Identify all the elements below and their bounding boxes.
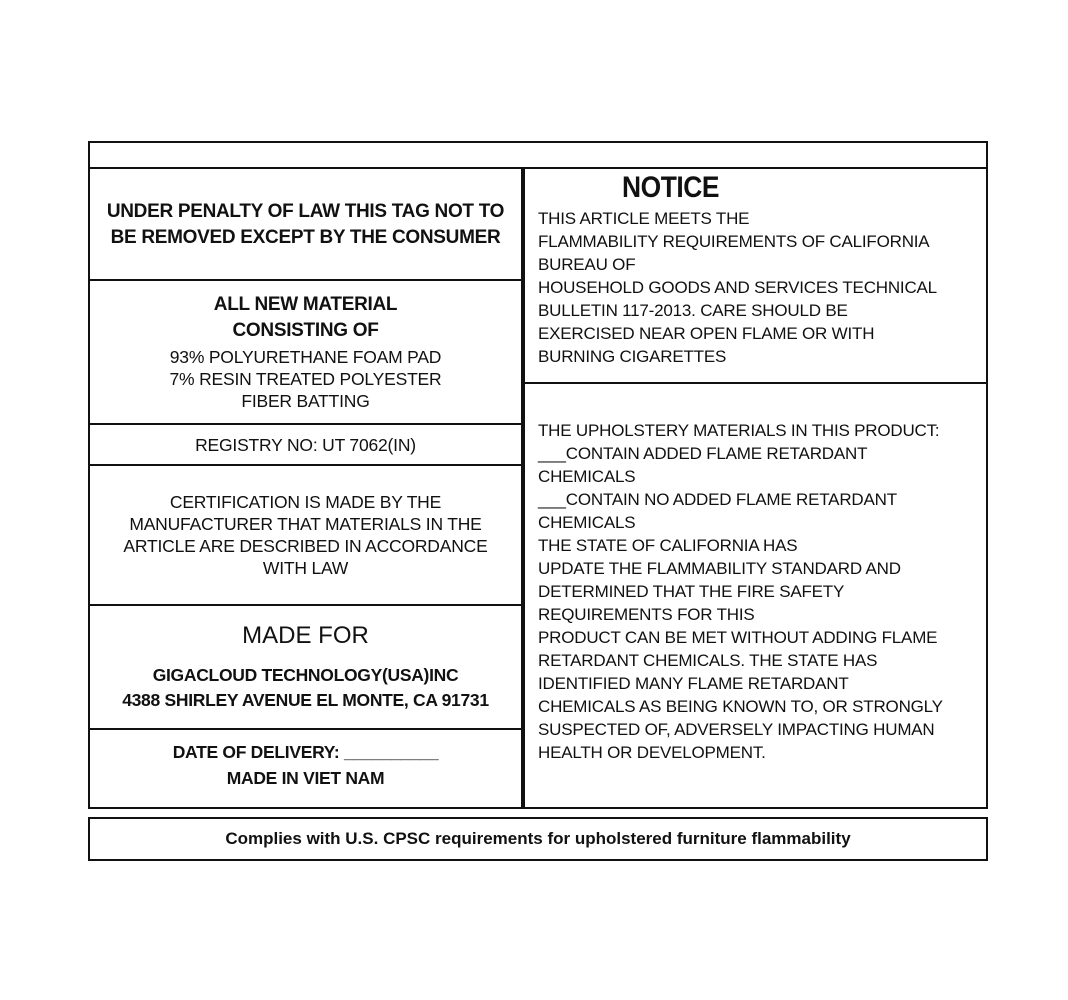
upholstery-section bbox=[538, 419, 983, 764]
notice-title-box bbox=[622, 171, 872, 207]
certification-line: ARTICLE ARE DESCRIBED IN ACCORDANCE bbox=[123, 536, 488, 556]
upholstery-line: CHEMICALS bbox=[538, 467, 636, 486]
upholstery-line: UPDATE THE FLAMMABILITY STANDARD AND bbox=[538, 559, 901, 578]
notice-title: NOTICE bbox=[622, 171, 720, 204]
upholstery-line: RETARDANT CHEMICALS. THE STATE HAS bbox=[538, 651, 878, 670]
notice-line: BULLETIN 117-2013. CARE SHOULD BE bbox=[538, 301, 848, 320]
notice-line: HOUSEHOLD GOODS AND SERVICES TECHNICAL bbox=[538, 278, 937, 297]
warning-line: UNDER PENALTY OF LAW THIS TAG NOT TO bbox=[106, 200, 505, 222]
upholstery-line: ___CONTAIN NO ADDED FLAME RETARDANT bbox=[538, 490, 897, 509]
top-strip bbox=[88, 141, 988, 169]
notice-line: BUREAU OF bbox=[538, 255, 636, 274]
company-address: 4388 SHIRLEY AVENUE EL MONTE, CA 91731 bbox=[122, 690, 489, 710]
certification-line: CERTIFICATION IS MADE BY THE bbox=[169, 492, 442, 512]
upholstery-line: SUSPECTED OF, ADVERSELY IMPACTING HUMAN bbox=[538, 720, 935, 739]
material-line: 93% POLYURETHANE FOAM PAD bbox=[169, 347, 442, 367]
material-heading-line: CONSISTING OF bbox=[232, 320, 379, 341]
date-of-delivery: DATE OF DELIVERY: __________ bbox=[172, 742, 439, 762]
warning-section bbox=[90, 170, 521, 279]
registry-section bbox=[90, 425, 521, 464]
notice-line: EXERCISED NEAR OPEN FLAME OR WITH bbox=[538, 324, 875, 343]
compliance-footer bbox=[88, 817, 988, 861]
upholstery-line: REQUIREMENTS FOR THIS bbox=[538, 605, 755, 624]
certification-line: WITH LAW bbox=[262, 558, 349, 578]
material-line: 7% RESIN TREATED POLYESTER bbox=[169, 369, 442, 389]
upholstery-line: IDENTIFIED MANY FLAME RETARDANT bbox=[538, 674, 849, 693]
column-divider bbox=[521, 168, 525, 809]
made-for-label: MADE FOR bbox=[242, 622, 369, 649]
notice-line: THIS ARTICLE MEETS THE bbox=[538, 209, 750, 228]
delivery-section bbox=[90, 730, 521, 807]
upholstery-line: THE UPHOLSTERY MATERIALS IN THIS PRODUCT: bbox=[538, 421, 940, 440]
divider-line bbox=[524, 382, 988, 384]
upholstery-line: HEALTH OR DEVELOPMENT. bbox=[538, 743, 766, 762]
upholstery-line: CHEMICALS AS BEING KNOWN TO, OR STRONGLY bbox=[538, 697, 943, 716]
upholstery-line: CHEMICALS bbox=[538, 513, 636, 532]
made-in: MADE IN VIET NAM bbox=[226, 768, 385, 788]
notice-section bbox=[538, 207, 983, 368]
compliance-text: Complies with U.S. CPSC requirements for upholstered furniture flammability bbox=[225, 829, 851, 848]
notice-line: BURNING CIGARETTES bbox=[538, 347, 727, 366]
upholstery-line: DETERMINED THAT THE FIRE SAFETY bbox=[538, 582, 845, 601]
notice-line: FLAMMABILITY REQUIREMENTS OF CALIFORNIA bbox=[538, 232, 930, 251]
upholstery-line: ___CONTAIN ADDED FLAME RETARDANT bbox=[538, 444, 868, 463]
certification-section bbox=[90, 466, 521, 604]
upholstery-line: THE STATE OF CALIFORNIA HAS bbox=[538, 536, 798, 555]
certification-line: MANUFACTURER THAT MATERIALS IN THE bbox=[129, 514, 482, 534]
material-heading-line: ALL NEW MATERIAL bbox=[213, 294, 398, 315]
company-name: GIGACLOUD TECHNOLOGY(USA)INC bbox=[152, 665, 459, 685]
material-line: FIBER BATTING bbox=[241, 391, 370, 411]
warning-line: BE REMOVED EXCEPT BY THE CONSUMER bbox=[110, 226, 501, 248]
upholstery-line: PRODUCT CAN BE MET WITHOUT ADDING FLAME bbox=[538, 628, 938, 647]
registry-number: REGISTRY NO: UT 7062(IN) bbox=[195, 434, 416, 455]
made-for-section bbox=[90, 606, 521, 728]
material-section bbox=[90, 281, 521, 423]
